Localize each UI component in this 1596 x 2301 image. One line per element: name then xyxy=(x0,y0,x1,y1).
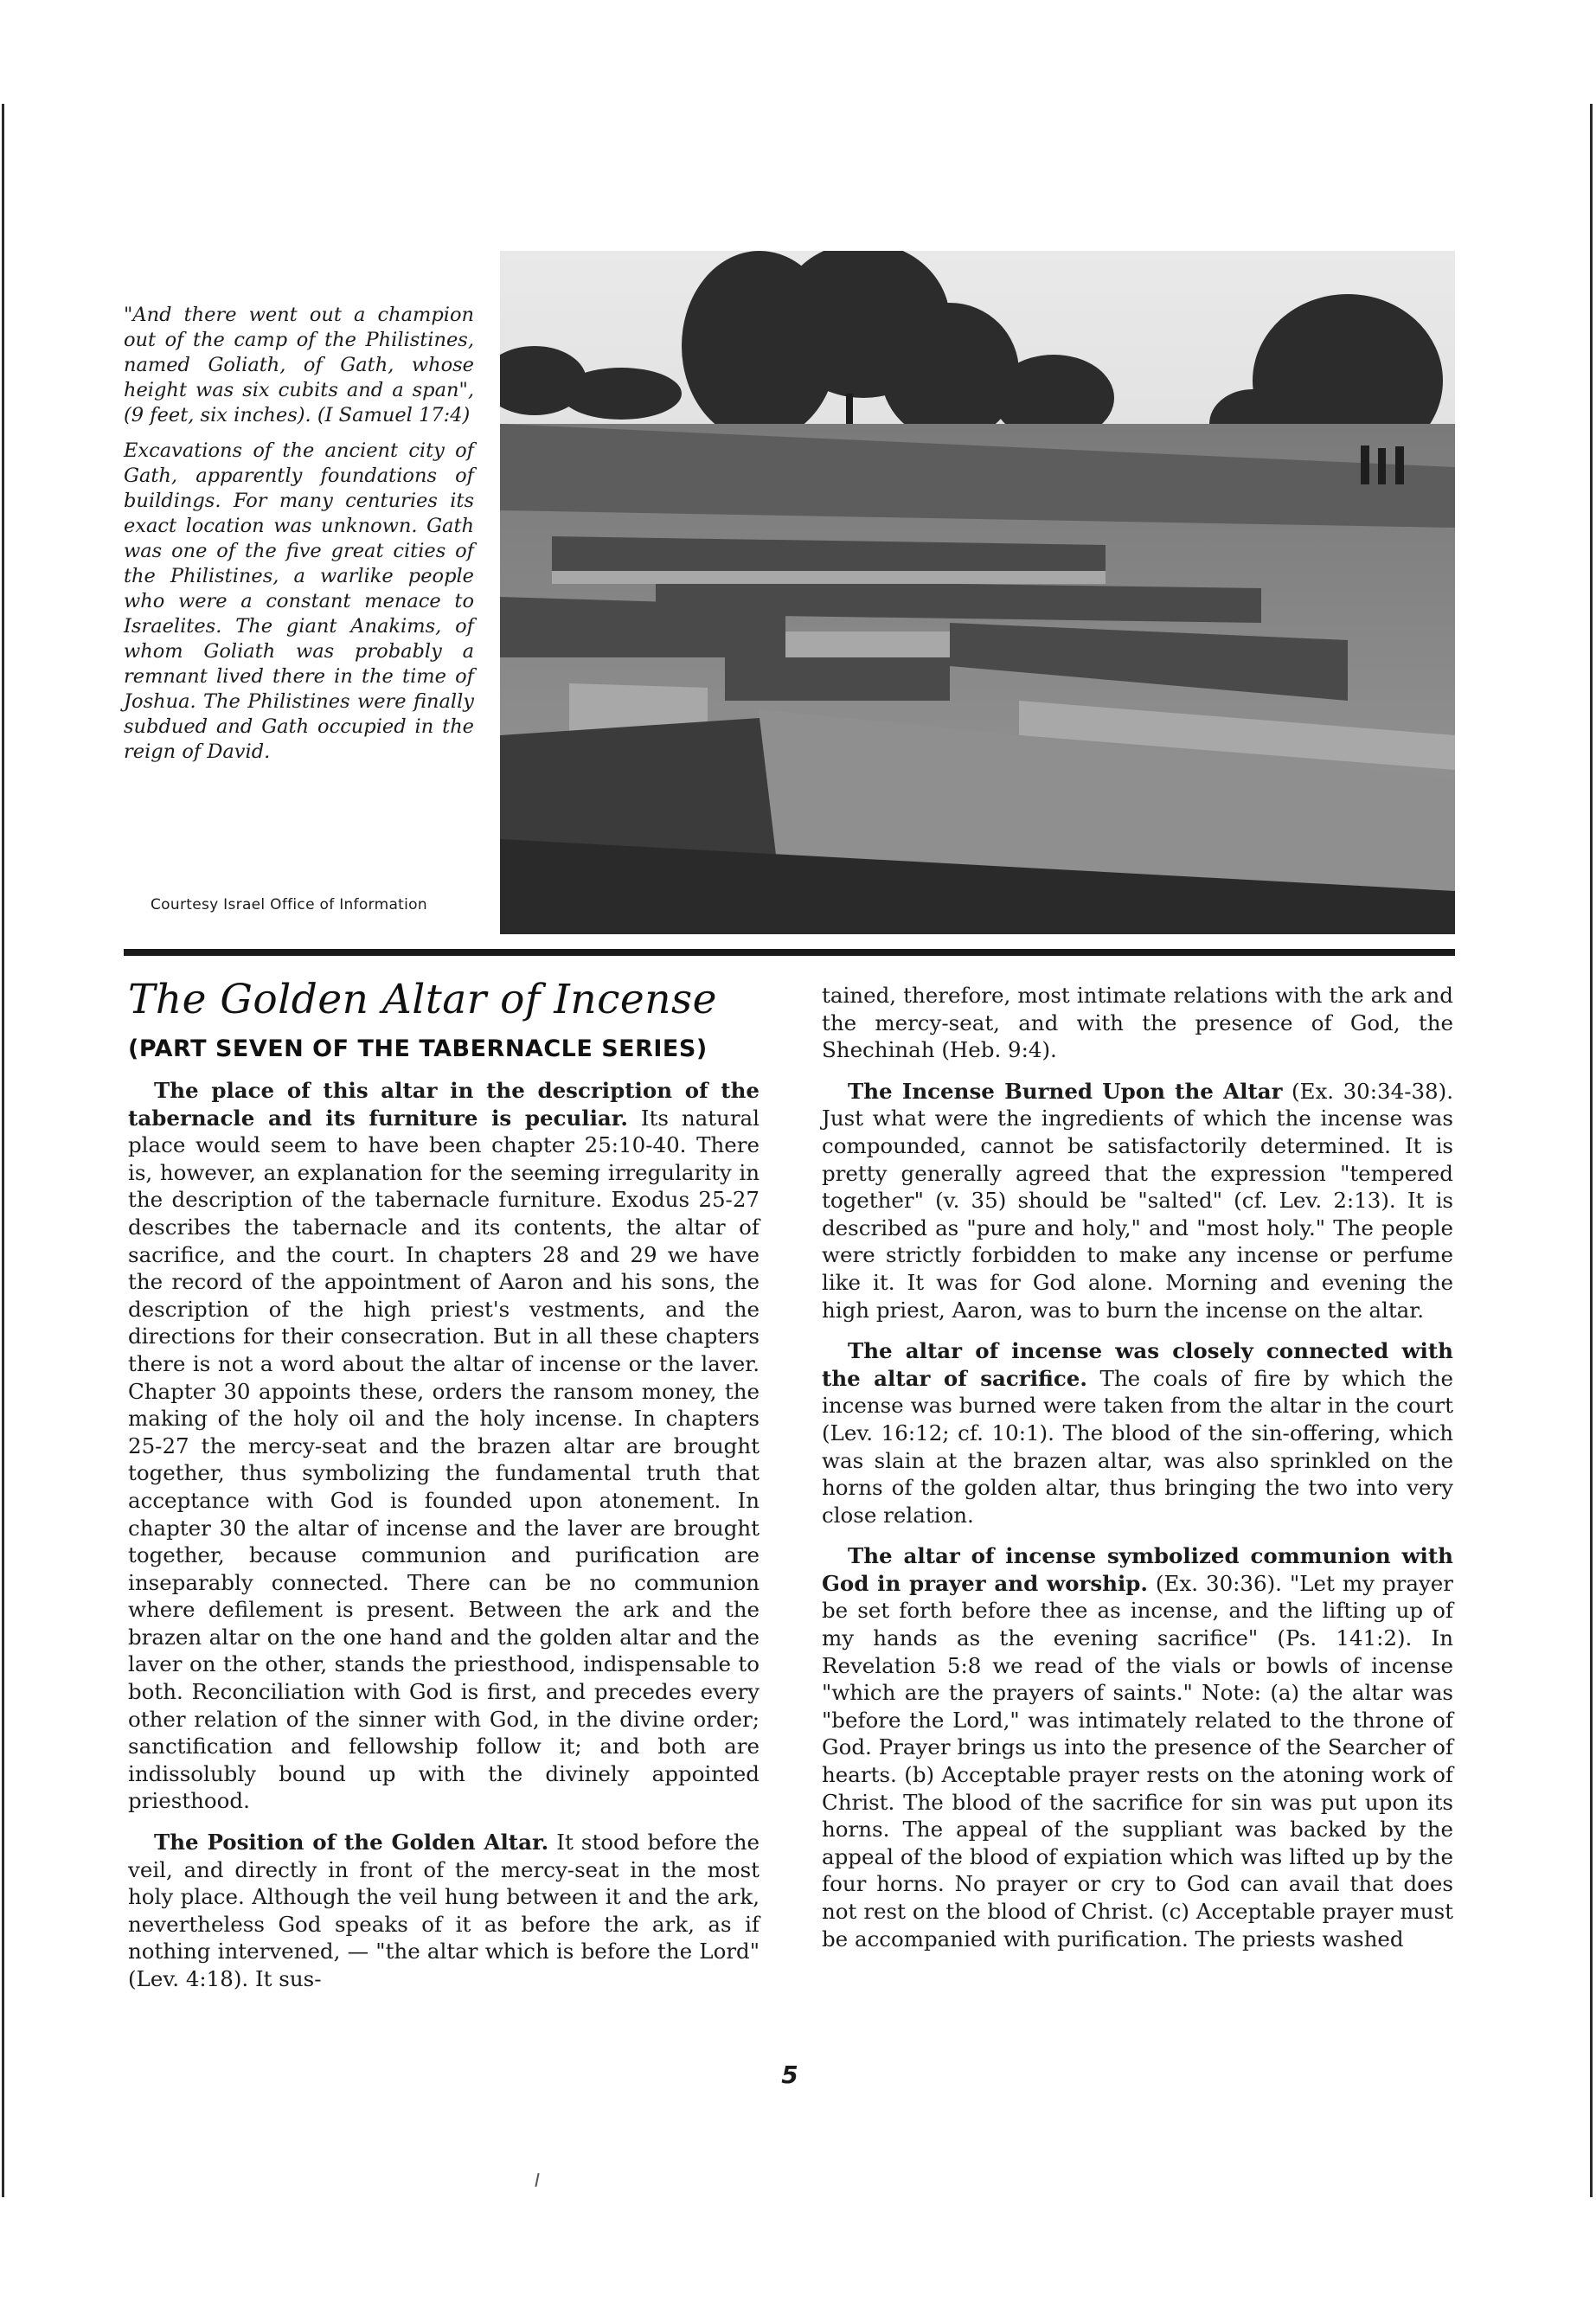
section-divider xyxy=(124,949,1455,956)
paragraph xyxy=(822,1542,1453,1952)
scan-edge-left xyxy=(2,104,4,2197)
paragraph-lead: The altar of incense was closely connected with the altar of sacrifice. xyxy=(822,1338,1453,1391)
paragraph xyxy=(822,1337,1453,1529)
paragraph xyxy=(128,1829,760,1993)
caption-quote: "And there went out a champion out of the camp of the Philistines, named Goliath, of Gath, whose height was six cubits and a span", (9 feet, six inches). (I Samuel 17:4) xyxy=(124,304,474,426)
paragraph xyxy=(822,982,1453,1064)
paragraph-lead: The Position of the Golden Altar. xyxy=(154,1830,549,1856)
page-number: 5 xyxy=(781,2061,798,2089)
paragraph-text: It stood before the veil, and directly in front of the mercy-seat in the most holy place. Although the veil hung between it and the ark, nevertheless God speaks of it as before the ark, as if nothing intervened, — "the altar which is before the Lord" (Lev. 4:18). It sus- xyxy=(128,1830,760,1991)
paragraph-text: tained, therefore, most intimate relations with the ark and the mercy-seat, and with the presence of God, the Shechinah (Heb. 9:4). xyxy=(822,983,1453,1063)
article-subtitle: (PART SEVEN OF THE TABERNACLE SERIES) xyxy=(128,1035,708,1062)
paragraph-text: Its natural place would seem to have been chapter 25:10-40. There is, however, an explanation for the seeming irregularity in the description of the tabernacle furniture. Exodus 25-27 describes the tabernacle and its contents, the altar of sacrifice, and the court. In chapters 28 and 29 we have the record of the appointment of Aaron and his sons, the description of the high priest's vestments, and the directions for their consecration. But in all these chapters there is not a word about the altar of incense or the laver. Chapter 30 appoints these, orders the ransom money, the making of the holy oil and the holy incense. In chapters 25-27 the mercy-seat and the brazen altar are brought together, thus symbolizing the fundamental truth that acceptance with God is founded upon atonement. In chapter 30 the altar of incense and the laver are brought together, because communion and purification are inseparably connected. There can be no communion where defilement is present. Between the ark and the brazen altar on the one hand and the golden altar and the laver on the other, stands the priesthood, indispensable to both. Reconciliation with God is first, and precedes every other relation of the sinner with God, in the divine order; sanctification and fellowship follow it; and both are indissolubly bound up with the divinely appointed priesthood. xyxy=(128,1105,760,1814)
margin-mark xyxy=(535,2173,539,2187)
paragraph-text: (Ex. 30:34-38). Just what were the ingredients of which the incense was compounded, cannot be satisfactorily determined. It is pretty generally agreed that the expression "tempered together" (v. 35) should be "salted" (cf. Lev. 2:13). It is described as "pure and holy," and "most holy." The people were strictly forbidden to make any incense or perfume like it. It was for God alone. Morning and evening the high priest, Aaron, was to burn the incense on the altar. xyxy=(822,1078,1453,1323)
article-column-right xyxy=(822,982,1453,1966)
excavation-photo-image xyxy=(500,251,1455,934)
paragraph-text: (Ex. 30:36). "Let my prayer be set forth before thee as incense, and the lifting up of my hands as the evening sacrifice" (Ps. 141:2). In Revelation 5:8 we read of the vials or bowls of incense "which are the prayers of saints." Note: (a) the altar was "before the Lord," was intimately related to the throne of God. Prayer brings us into the presence of the Searcher of hearts. (b) Acceptable prayer rests on the atoning work of Christ. The blood of the sacrifice for sin was put upon its horns. The appeal of the suppliant was backed by the appeal of the blood of expiation which was lifted up by the four horns. No prayer or cry to God can avail that does not rest on the blood of Christ. (c) Acceptable prayer must be accompanied with purification. The priests washed xyxy=(822,1570,1453,1952)
paragraph-text: The coals of fire by which the incense was burned were taken from the altar in the court (Lev. 16:12; cf. 10:1). The blood of the sin-offering, which was slain at the brazen altar, was also sprinkled on the horns of the golden altar, thus bringing the two into very close relation. xyxy=(822,1365,1453,1528)
paragraph-lead: The Incense Burned Upon the Altar xyxy=(848,1078,1283,1104)
article-title: The Golden Altar of Incense xyxy=(128,976,717,1023)
photo-credit: Courtesy Israel Office of Information xyxy=(151,896,427,913)
scan-edge-right xyxy=(1590,104,1593,2197)
article-column-left xyxy=(128,1077,760,2007)
caption-description: Excavations of the ancient city of Gath, apparently foundations of buildings. For many centuries its exact location was unknown. Gath was one of the five great cities of the Philistines, a warlike people who were a constant menace to Israelites. The giant Anakims, of whom Goliath was probably a remnant lived there in the time of Joshua. The Philistines were finally subdued and Gath occupied in the reign of David. xyxy=(124,439,474,763)
page-top-margin xyxy=(0,0,1596,104)
paragraph xyxy=(822,1078,1453,1324)
excavation-photo xyxy=(500,251,1455,934)
paragraph xyxy=(128,1077,760,1815)
photo-caption xyxy=(124,303,474,775)
paragraph-lead: The place of this altar in the description of the tabernacle and its furniture is peculiar. xyxy=(128,1078,760,1131)
paragraph-lead: The altar of incense symbolized communion with God in prayer and worship. xyxy=(822,1543,1453,1596)
